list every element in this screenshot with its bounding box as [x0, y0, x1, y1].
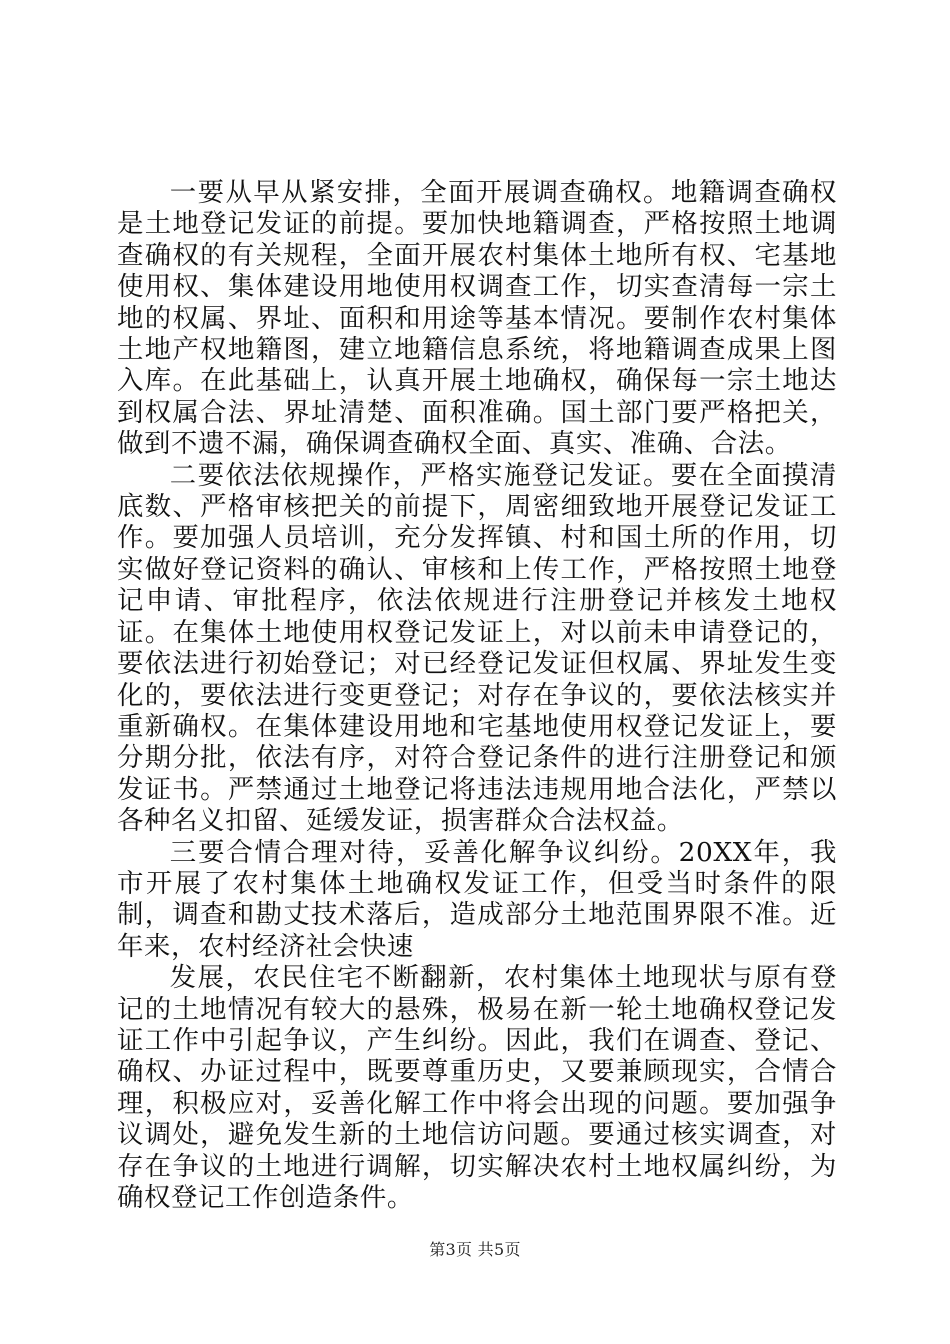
paragraph-3: 三要合情合理对待，妥善化解争议纠纷。20XX年，我市开展了农村集体土地确权发证工作，但受当时条件的限制，调查和勘丈技术落后，造成部分土地范围界限不准。近年来，农村经济社会快速 [117, 836, 837, 962]
paragraph-4: 发展，农民住宅不断翻新，农村集体土地现状与原有登记的土地情况有较大的悬殊，极易在新一轮土地确权登记发证工作中引起争议，产生纠纷。因此，我们在调查、登记、确权、办证过程中，既要尊重历史，又要兼顾现实，合情合理，积极应对，妥善化解工作中将会出现的问题。要加强争议调处，避免发生新的土地信访问题。要通过核实调查，对存在争议的土地进行调解，切实解决农村土地权属纠纷，为确权登记工作创造条件。 [117, 962, 837, 1213]
page-number-footer: 第3页 共5页 [429, 1240, 521, 1259]
paragraph-1: 一要从早从紧安排，全面开展调查确权。地籍调查确权是土地登记发证的前提。要加快地籍调查，严格按照土地调查确权的有关规程，全面开展农村集体土地所有权、宅基地使用权、集体建设用地使用权调查工作，切实查清每一宗土地的权属、界址、面积和用途等基本情况。要制作农村集体土地产权地籍图，建立地籍信息系统，将地籍调查成果上图入库。在此基础上，认真开展土地确权，确保每一宗土地达到权属合法、界址清楚、面积准确。国土部门要严格把关，做到不遗不漏，确保调查确权全面、真实、准确、合法。 [117, 177, 837, 460]
paragraph-2: 二要依法依规操作，严格实施登记发证。要在全面摸清底数、严格审核把关的前提下，周密细致地开展登记发证工作。要加强人员培训，充分发挥镇、村和国土所的作用，切实做好登记资料的确认、审核和上传工作，严格按照土地登记申请、审批程序，依法依规进行注册登记并核发土地权证。在集体土地使用权登记发证上，对以前未申请登记的，要依法进行初始登记；对已经登记发证但权属、界址发生变化的，要依法进行变更登记；对存在争议的，要依法核实并重新确权。在集体建设用地和宅基地使用权登记发证上，要分期分批，依法有序，对符合登记条件的进行注册登记和颁发证书。严禁通过土地登记将违法违规用地合法化，严禁以各种名义扣留、延缓发证，损害群众合法权益。 [117, 459, 837, 837]
document-body [117, 177, 837, 1213]
